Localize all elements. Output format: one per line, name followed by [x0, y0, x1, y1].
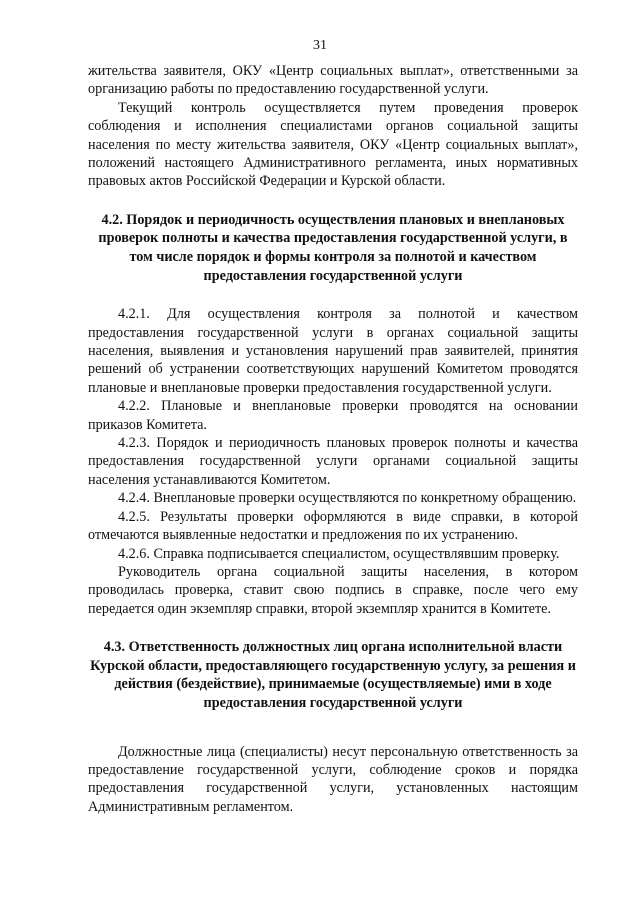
paragraph-4-2-5: 4.2.5. Результаты проверки оформляются в виде справки, в которой отмечаются выявленные недостатки и предложения по их устранению. [88, 508, 578, 544]
section-4-3-heading: 4.3. Ответственность должностных лиц органа исполнительной власти Курской области, предоставляющего государственную услугу, за решения и действия (бездействие), принимаемые (осуществляемые) ими в ходе предоставления государственной услуги [90, 639, 576, 711]
spacer [88, 618, 578, 638]
paragraph-4-2-1: 4.2.1. Для осуществления контроля за полнотой и качеством предоставления государственной услуги в органах социальной защиты населения, выявления и установления нарушений прав заявителей, принятия решений об устранении соответствующих нарушений Комитетом проводятся плановые и внеплановые проверки предоставления государственной услуги. [88, 306, 578, 396]
paragraph-4-2-4: 4.2.4. Внеплановые проверки осуществляются по конкретному обращению. [118, 490, 577, 507]
page-content [88, 62, 578, 816]
paragraph-4-2-3: 4.2.3. Порядок и периодичность плановых проверок полноты и качества предоставления государственной услуги органами социальной защиты населения устанавливаются Комитетом. [88, 435, 578, 488]
intro-paragraph-continuation: жительства заявителя, ОКУ «Центр социальных выплат», ответственными за организацию работы по предоставлению государственной услуги. [88, 63, 578, 98]
paragraph-4-2-2: 4.2.2. Плановые и внеплановые проверки проводятся на основании приказов Комитета. [88, 398, 578, 433]
spacer [88, 713, 578, 743]
paragraph-4-2-6: 4.2.6. Справка подписывается специалистом, осуществлявшим проверку. [118, 545, 560, 562]
paragraph-head-signature: Руководитель органа социальной защиты населения, в котором проводилась проверка, ставит свою подпись в справке, после чего ему передается один экземпляр справки, второй экземпляр хранится в Комитете. [88, 563, 578, 617]
page-number: 31 [313, 38, 327, 53]
spacer [88, 191, 578, 211]
section-4-2-heading: 4.2. Порядок и периодичность осуществления плановых и внеплановых проверок полноты и качества предоставления государственной услуги, в том числе порядок и формы контроля за полнотой и качеством предоставления государственной услуги [98, 211, 568, 284]
paragraph-4-3-responsibility: Должностные лица (специалисты) несут персональную ответственность за предоставление государственной услуги, соблюдение сроков и порядка предоставления государственной услуги, установленных настоящим Административным регламентом. [88, 743, 578, 815]
intro-paragraph-current-control: Текущий контроль осуществляется путем проведения проверок соблюдения и исполнения специалистами органов социальной защиты населения по месту жительства заявителя, ОКУ «Центр социальных выплат», положений настоящего Административного регламента, иных нормативных правовых актов Российской Федерации и Курской области. [88, 99, 578, 190]
spacer [88, 285, 578, 305]
